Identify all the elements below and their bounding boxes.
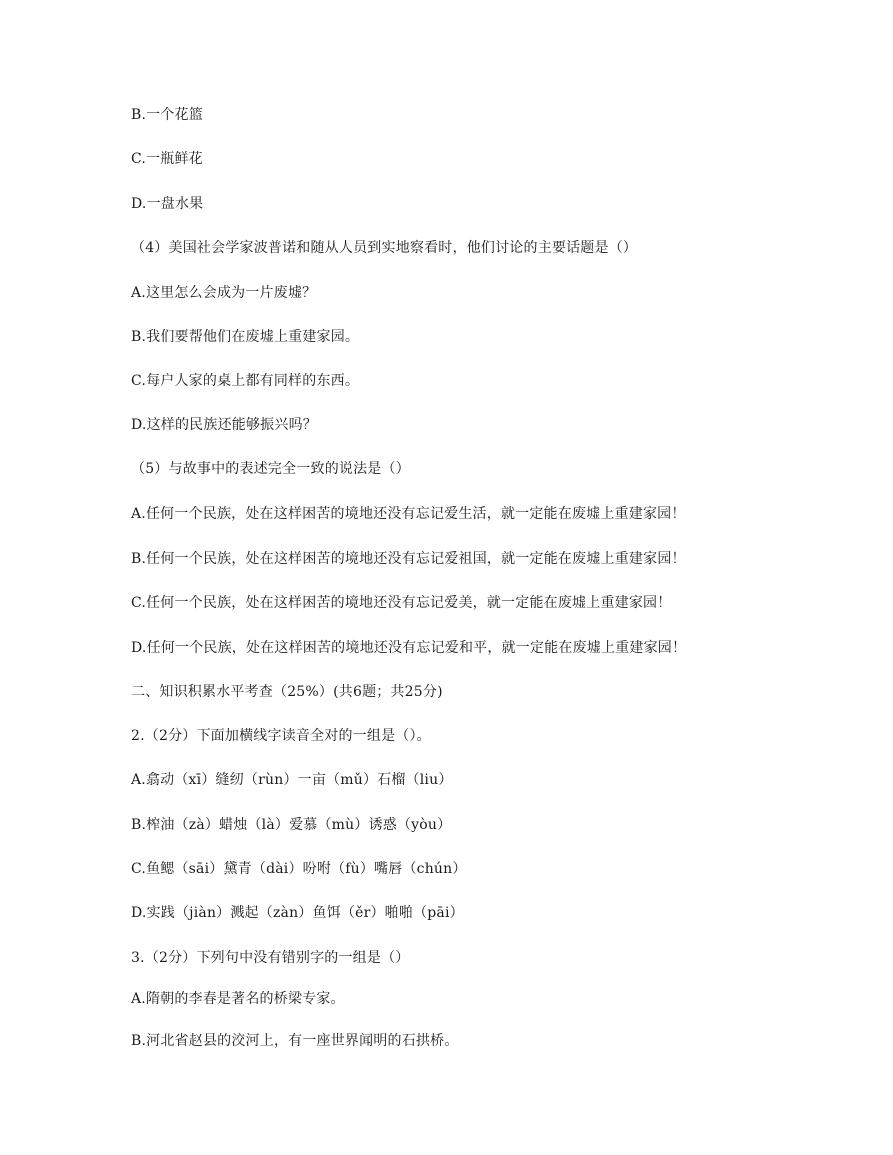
question-4-option-c: C.每户人家的桌上都有同样的东西。 (131, 373, 360, 389)
option-d-plate-of-fruit: D.一盘水果 (131, 196, 204, 212)
question-4-option-a: A.这里怎么会成为一片废墟？ (131, 285, 317, 301)
question-5-option-a: A.任何一个民族，处在这样困苦的境地还没有忘记爱生活，就一定能在废墟上重建家园！ (131, 506, 686, 522)
question-2-option-a: A.翕动（xī）缝纫（rùn）一亩（mǔ）石榴（liu） (131, 772, 453, 788)
option-c-vase-of-flowers: C.一瓶鲜花 (131, 151, 203, 167)
question-4-option-b: B.我们要帮他们在废墟上重建家园。 (131, 329, 360, 345)
question-2-option-d: D.实践（jiàn）溅起（zàn）鱼饵（ěr）啪啪（pāi） (131, 905, 464, 921)
question-2-option-c: C.鱼鳃（sāi）黛青（dài）吩咐（fù）嘴唇（chún） (131, 861, 467, 877)
question-2-prompt: 2.（2分）下面加横线字读音全对的一组是（）。 (131, 728, 431, 744)
question-2-option-b: B.榨油（zà）蜡烛（là）爱慕（mù）诱惑（yòu） (131, 817, 452, 833)
question-5-option-c: C.任何一个民族，处在这样困苦的境地还没有忘记爱美，就一定能在废墟上重建家园！ (131, 595, 672, 611)
option-b-flower-basket: B.一个花篮 (131, 107, 203, 123)
question-5-option-b: B.任何一个民族，处在这样困苦的境地还没有忘记爱祖国，就一定能在废墟上重建家园！ (131, 551, 686, 567)
question-4-option-d: D.这样的民族还能够振兴吗？ (131, 417, 317, 433)
question-3-prompt: 3.（2分）下列句中没有错别字的一组是（） (131, 950, 410, 966)
question-3-option-b: B.河北省赵县的洨河上，有一座世界闻明的石拱桥。 (131, 1033, 459, 1049)
question-5-option-d: D.任何一个民族，处在这样困苦的境地还没有忘记爱和平，就一定能在废墟上重建家园！ (131, 640, 687, 656)
question-3-option-a: A.隋朝的李春是著名的桥梁专家。 (131, 991, 345, 1007)
question-4-prompt: （4）美国社会学家波普诺和随从人员到实地察看时，他们讨论的主要话题是（） (131, 240, 638, 256)
question-5-prompt: （5）与故事中的表述完全一致的说法是（） (131, 461, 410, 477)
section-2-heading: 二、知识积累水平考查（25%）(共6题；共25分) (131, 684, 443, 700)
